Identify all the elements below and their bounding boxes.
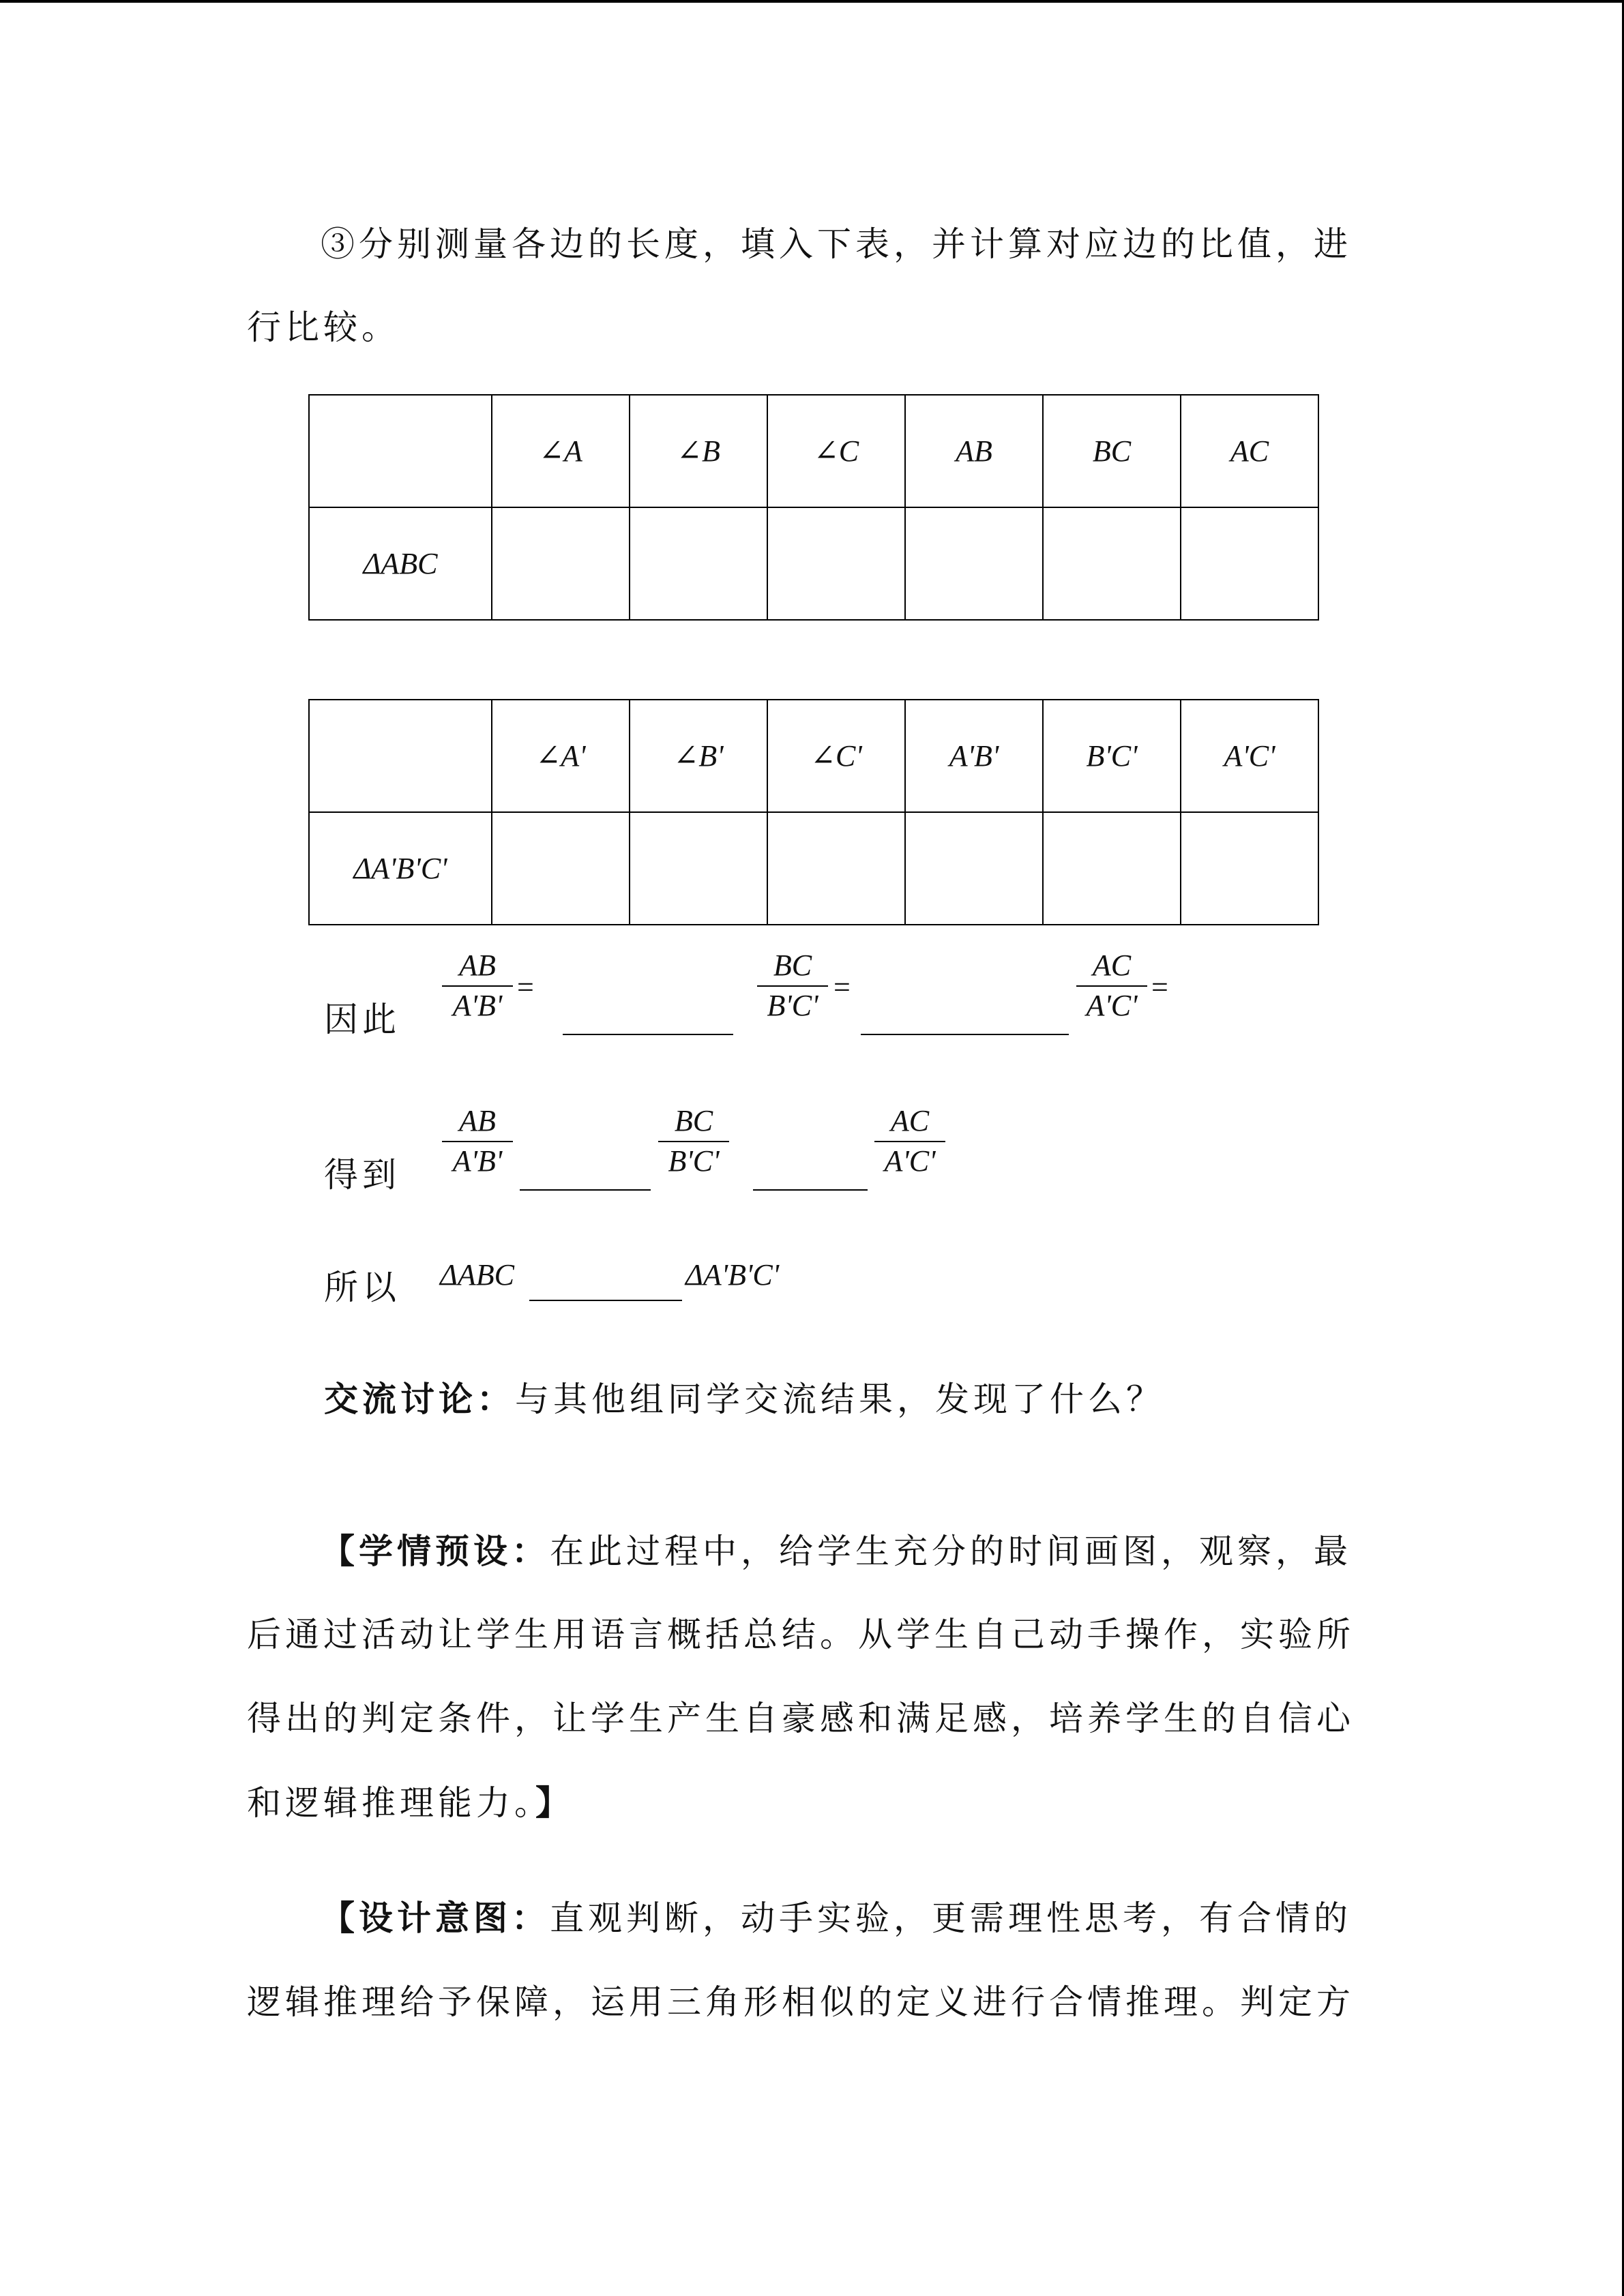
fraction-denominator: A'C' xyxy=(884,1144,936,1178)
fraction-ab-over-a-prime-b-prime xyxy=(440,1103,515,1178)
preset-line-3: 得出的判定条件，让学生产生自豪感和满足感，培养学生的自信心 xyxy=(247,1699,1355,1738)
fraction-bc-over-b-prime-c-prime xyxy=(755,948,830,1023)
table-row xyxy=(309,812,1318,925)
relation-blank-triangles[interactable] xyxy=(529,1300,682,1301)
fraction-bc-over-b-prime-c-prime xyxy=(656,1103,731,1178)
equals-sign: = xyxy=(833,970,851,1004)
triangle-a-prime-b-prime-c-prime xyxy=(685,1257,779,1292)
equals-sign: = xyxy=(1151,970,1168,1004)
equals-sign: = xyxy=(517,970,534,1004)
relation-blank-1[interactable] xyxy=(520,1189,651,1191)
input-cell[interactable] xyxy=(767,812,905,925)
fraction-denominator: B'C' xyxy=(668,1144,720,1178)
input-cell[interactable] xyxy=(630,507,767,620)
header-angle-a: ∠A xyxy=(492,395,630,507)
fraction-numerator: BC xyxy=(674,1104,713,1137)
preset-line-2: 后通过活动让学生用语言概括总结。从学生自己动手操作，实验所 xyxy=(247,1615,1355,1654)
header-side-ac-prime: A'C' xyxy=(1181,700,1318,812)
fraction-numerator: BC xyxy=(773,949,812,982)
design-text-1: 直观判断，动手实验，更需理性思考，有合情的 xyxy=(550,1898,1352,1938)
header-angle-c-prime: ∠C' xyxy=(767,700,905,812)
input-cell[interactable] xyxy=(1043,812,1181,925)
fraction-ac-over-a-prime-c-prime xyxy=(872,1103,947,1178)
discussion-paragraph xyxy=(324,1372,1429,1421)
fraction-denominator: A'C' xyxy=(1086,989,1138,1022)
preset-title: 【学情预设： xyxy=(321,1531,550,1571)
design-line-1 xyxy=(321,1891,1426,1940)
discussion-title: 交流讨论： xyxy=(324,1379,515,1419)
input-cell[interactable] xyxy=(630,812,767,925)
preset-line-4 xyxy=(247,1776,1352,1825)
header-side-ab: AB xyxy=(905,395,1043,507)
preset-close-bracket: 】 xyxy=(535,1783,574,1823)
label-so: 所以 xyxy=(324,1268,400,1307)
input-cell[interactable] xyxy=(492,812,630,925)
table-row xyxy=(309,507,1318,620)
fraction-numerator: AC xyxy=(890,1104,930,1137)
input-cell[interactable] xyxy=(905,812,1043,925)
preset-text-1: 在此过程中，给学生充分的时间画图，观察，最 xyxy=(550,1532,1352,1571)
table-cell-empty xyxy=(309,700,492,812)
answer-blank-2[interactable] xyxy=(861,1034,1069,1035)
measure-table-a-prime xyxy=(308,699,1319,925)
header-side-bc-prime: B'C' xyxy=(1043,700,1181,812)
row-label-triangle-abc: ΔABC xyxy=(309,507,492,620)
input-cell[interactable] xyxy=(1043,507,1181,620)
fraction-ab-over-a-prime-b-prime xyxy=(440,948,515,1023)
discussion-text: 与其他组同学交流结果，发现了什么？ xyxy=(515,1380,1164,1419)
input-cell[interactable] xyxy=(492,507,630,620)
table-row xyxy=(309,700,1318,812)
triangle-a-prime-text: ΔA'B'C' xyxy=(685,1258,780,1292)
header-angle-c: ∠C xyxy=(767,395,905,507)
fraction-ac-over-a-prime-c-prime xyxy=(1074,948,1149,1023)
triangle-abc-text: ΔABC xyxy=(440,1258,514,1292)
design-title: 【设计意图： xyxy=(321,1898,550,1938)
fraction-numerator: AC xyxy=(1092,949,1132,982)
page-top-border xyxy=(0,0,1624,3)
header-angle-a-prime: ∠A' xyxy=(492,700,630,812)
fraction-numerator: AB xyxy=(459,1104,496,1137)
header-angle-b-prime: ∠B' xyxy=(630,700,767,812)
input-cell[interactable] xyxy=(767,507,905,620)
label-obtain: 得到 xyxy=(324,1155,400,1195)
measure-table-abc xyxy=(308,394,1319,621)
fraction-denominator: B'C' xyxy=(767,989,818,1022)
label-therefore: 因此 xyxy=(324,1000,400,1039)
instruction-line-2: 行比较。 xyxy=(247,308,400,347)
header-side-bc: BC xyxy=(1043,395,1181,507)
input-cell[interactable] xyxy=(905,507,1043,620)
table-row xyxy=(309,395,1318,507)
instruction-line-1: ③分别测量各边的长度，填入下表，并计算对应边的比值，进 xyxy=(321,224,1352,264)
preset-line-1 xyxy=(321,1524,1426,1573)
design-line-2: 逻辑推理给予保障，运用三角形相似的定义进行合情推理。判定方 xyxy=(247,1982,1355,2022)
header-side-ab-prime: A'B' xyxy=(905,700,1043,812)
input-cell[interactable] xyxy=(1181,507,1318,620)
row-label-triangle-a-prime: ΔA'B'C' xyxy=(309,812,492,925)
answer-blank-1[interactable] xyxy=(563,1034,733,1035)
fraction-denominator: A'B' xyxy=(452,989,503,1022)
triangle-abc xyxy=(440,1257,514,1292)
header-side-ac: AC xyxy=(1181,395,1318,507)
fraction-numerator: AB xyxy=(459,949,496,982)
relation-blank-2[interactable] xyxy=(753,1189,868,1191)
preset-text-4: 和逻辑推理能力。 xyxy=(247,1783,535,1823)
header-angle-b: ∠B xyxy=(630,395,767,507)
input-cell[interactable] xyxy=(1181,812,1318,925)
fraction-denominator: A'B' xyxy=(452,1144,503,1178)
table-cell-empty xyxy=(309,395,492,507)
